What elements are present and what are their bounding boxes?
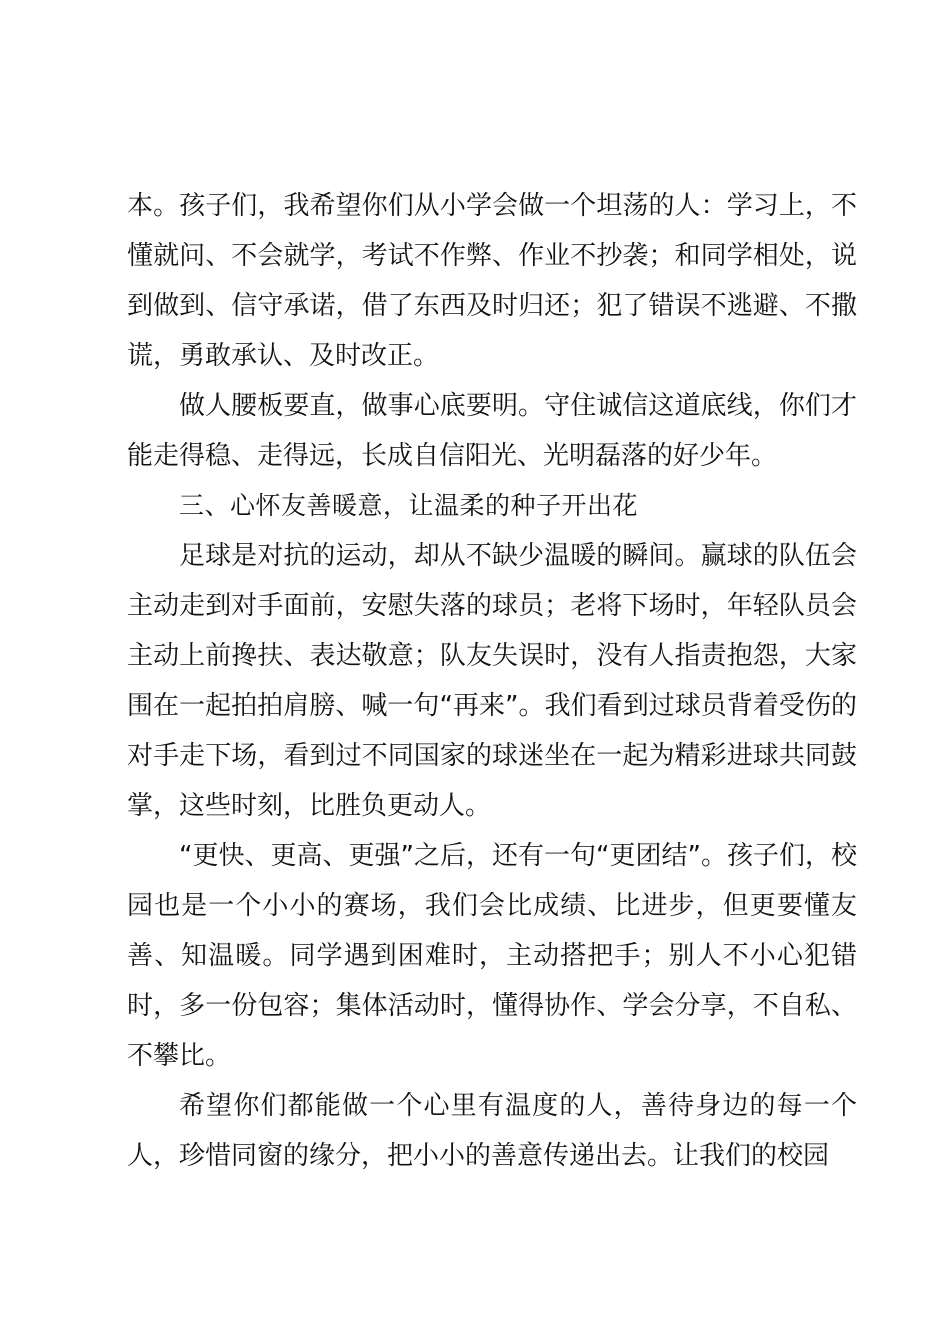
paragraph-3: 足球是对抗的运动，却从不缺少温暖的瞬间。赢球的队伍会主动走到对手面前，安慰失落的球员；老将下场时，年轻队员会主动上前搀扶、表达敬意；队友失误时，没有人指责抱怨，大家围在一起拍拍肩膀、喊一句“再来”。我们看到过球员背着受伤的对手走下场，看到过不同国家的球迷坐在一起为精彩进球共同鼓掌，这些时刻，比胜负更动人。 (127, 541, 857, 821)
paragraph-4: “更快、更高、更强”之后，还有一句“更团结”。孩子们，校园也是一个小小的赛场，我们会比成绩、比进步，但更要懂友善、知温暖。同学遇到困难时，主动搭把手；别人不小心犯错时，多一份包容；集体活动时，懂得协作、学会分享，不自私、不攀比。 (127, 841, 857, 1071)
paragraph-1: 本。孩子们，我希望你们从小学会做一个坦荡的人：学习上，不懂就问、不会就学，考试不作弊、作业不抄袭；和同学相处，说到做到、信守承诺，借了东西及时归还；犯了错误不逃避、不撒谎，勇敢承认、及时改正。 (127, 191, 857, 371)
paragraph-2: 做人腰板要直，做事心底要明。守住诚信这道底线，你们才能走得稳、走得远，长成自信阳光、光明磊落的好少年。 (127, 391, 857, 471)
section-heading: 三、心怀友善暖意，让温柔的种子开出花 (179, 491, 639, 520)
paragraph-5: 希望你们都能做一个心里有温度的人，善待身边的每一个人，珍惜同窗的缘分，把小小的善意传递出去。让我们的校园 (127, 1091, 857, 1171)
document-body (127, 181, 857, 1181)
